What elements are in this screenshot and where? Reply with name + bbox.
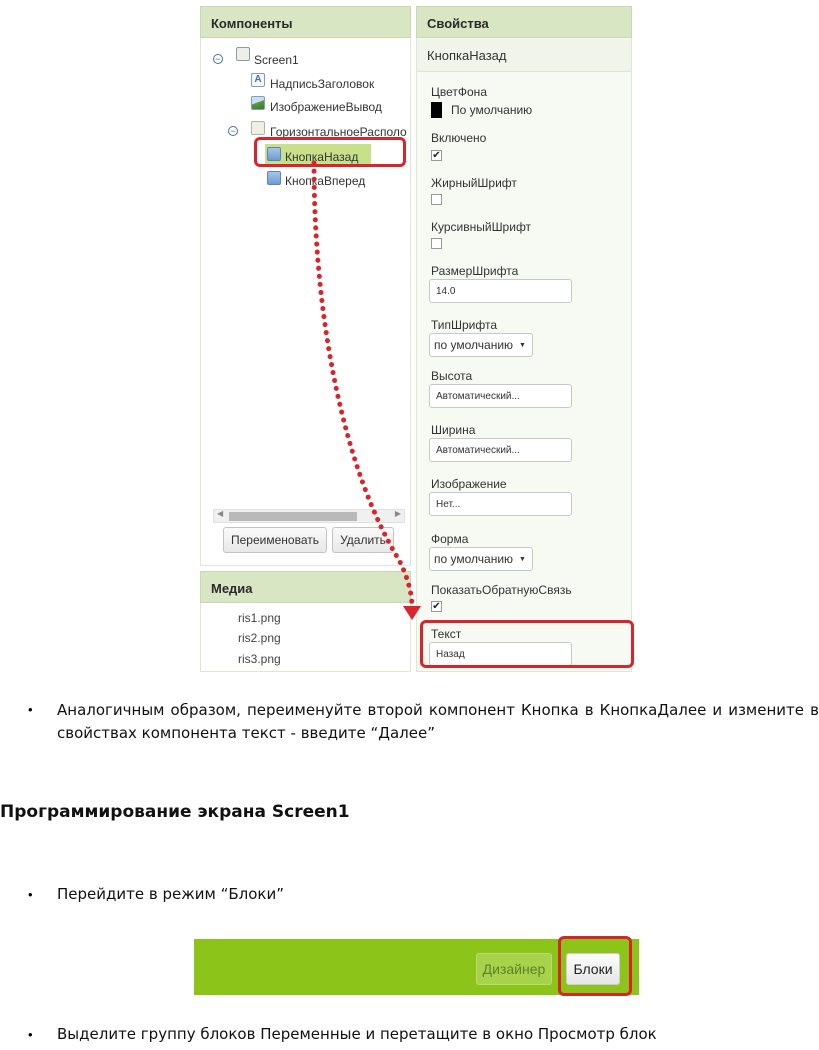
label-component-icon: A bbox=[251, 73, 265, 87]
arrow-head-icon bbox=[403, 606, 421, 620]
properties-panel-title: Свойства bbox=[416, 6, 632, 38]
feedback-checkbox[interactable]: ✔ bbox=[432, 601, 441, 612]
italic-label: КурсивныйШрифт bbox=[431, 220, 532, 234]
blocks-button[interactable]: Блоки bbox=[566, 953, 620, 985]
dropdown-caret-icon: ▼ bbox=[519, 342, 526, 349]
enabled-label: Включено bbox=[431, 131, 487, 145]
word: компонент bbox=[428, 701, 515, 719]
drag-arrow bbox=[194, 0, 639, 672]
highlight-box-blocks bbox=[558, 936, 632, 996]
word: и bbox=[712, 701, 723, 719]
bullet-marker: • bbox=[28, 702, 33, 717]
collapse-icon[interactable]: − bbox=[213, 54, 223, 64]
dropdown-caret-icon: ▼ bbox=[519, 556, 526, 563]
tree-item-horizontal-arrangement[interactable]: ГоризонтальноеРасполо bbox=[270, 125, 407, 139]
designer-screenshot bbox=[194, 0, 639, 672]
image-label: Изображение bbox=[431, 477, 507, 491]
delete-button[interactable]: Удалить bbox=[332, 527, 394, 553]
selected-component-name: КнопкаНазад bbox=[417, 39, 631, 72]
font-size-label: РазмерШрифта bbox=[431, 264, 519, 278]
section-heading: Программирование экрана Screen1 bbox=[0, 802, 350, 822]
tree-item-label-header[interactable]: НадписьЗаголовок bbox=[270, 77, 375, 91]
word: в bbox=[810, 701, 819, 719]
font-type-label: ТипШрифта bbox=[431, 318, 498, 332]
bold-label: ЖирныйШрифт bbox=[431, 176, 517, 190]
bg-color-label: ЦветФона bbox=[431, 85, 487, 99]
tree-item-button-back[interactable]: КнопкаНазад bbox=[285, 150, 359, 164]
paragraph-rename-line1 bbox=[57, 700, 819, 721]
word: Аналогичным bbox=[57, 701, 165, 719]
designer-button[interactable]: Дизайнер bbox=[476, 953, 552, 985]
word: в bbox=[584, 701, 594, 719]
shape-label: Форма bbox=[431, 532, 469, 546]
enabled-checkbox[interactable]: ✔ bbox=[432, 150, 441, 161]
image-input[interactable]: Нет... bbox=[429, 492, 572, 516]
rename-button[interactable]: Переименовать bbox=[223, 527, 327, 553]
word: КнопкаДалее bbox=[599, 701, 707, 719]
word: переименуйте bbox=[247, 701, 362, 719]
paragraph-variables: Выделите группу блоков Переменные и перетащите в окно Просмотр блок bbox=[57, 1025, 657, 1043]
feedback-label: ПоказатьОбратнуюСвязь bbox=[431, 583, 572, 597]
height-label: Высота bbox=[431, 369, 473, 383]
tree-item-screen1[interactable]: Screen1 bbox=[254, 53, 299, 67]
word: второй bbox=[367, 701, 423, 719]
bullet-marker: • bbox=[28, 887, 33, 902]
media-file[interactable]: ris2.png bbox=[238, 631, 281, 645]
tree-item-image-output[interactable]: ИзображениеВывод bbox=[270, 100, 382, 114]
font-size-input[interactable]: 14.0 bbox=[429, 279, 572, 303]
word: образом, bbox=[170, 701, 241, 719]
media-file[interactable]: ris1.png bbox=[238, 611, 281, 625]
height-input[interactable]: Автоматический... bbox=[429, 384, 572, 408]
scroll-left-icon[interactable]: ◀ bbox=[217, 509, 224, 518]
components-panel-title: Компоненты bbox=[200, 6, 411, 38]
text-input[interactable]: Назад bbox=[429, 642, 572, 666]
font-type-select-value: по умолчанию bbox=[434, 338, 514, 352]
media-panel-title: Медиа bbox=[200, 571, 411, 603]
paragraph-rename-line2: свойствах компонента текст - введите “Далее” bbox=[57, 724, 435, 742]
width-input[interactable]: Автоматический... bbox=[429, 438, 572, 462]
text-label: Текст bbox=[431, 627, 462, 641]
toolbar-screenshot bbox=[194, 931, 639, 997]
media-file[interactable]: ris3.png bbox=[238, 652, 281, 666]
bullet-marker: • bbox=[28, 1027, 33, 1042]
width-label: Ширина bbox=[431, 423, 476, 437]
word: Кнопка bbox=[521, 701, 579, 719]
tree-item-button-forward[interactable]: КнопкаВперед bbox=[285, 174, 366, 188]
bg-color-value[interactable]: По умолчанию bbox=[451, 103, 533, 117]
drag-arrow-path bbox=[314, 163, 412, 608]
shape-select-value: по умолчанию bbox=[434, 552, 514, 566]
scroll-right-icon[interactable]: ▶ bbox=[394, 509, 401, 518]
word: измените bbox=[728, 701, 804, 719]
paragraph-blocks-mode: Перейдите в режим “Блоки” bbox=[57, 885, 284, 903]
collapse-icon[interactable]: − bbox=[228, 126, 238, 136]
